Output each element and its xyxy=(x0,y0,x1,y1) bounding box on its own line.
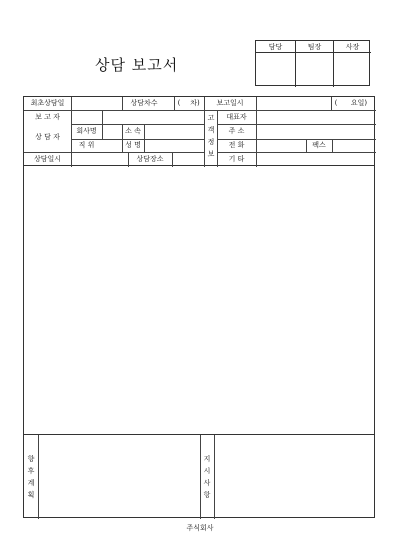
consult-content-area[interactable] xyxy=(23,166,375,434)
consult-count-open-paren: ( xyxy=(177,99,181,107)
approval-header-manager: 담당 xyxy=(256,41,296,53)
instructions-field[interactable] xyxy=(215,435,374,517)
consult-count-unit: 차) xyxy=(190,99,200,107)
report-date-label: 보고일시 xyxy=(216,99,244,107)
row-divider xyxy=(217,152,376,153)
col-divider xyxy=(102,111,103,139)
future-plan-label: 향 후 계 획 xyxy=(27,455,35,499)
col-divider xyxy=(172,152,173,167)
approval-header-team-lead: 팀장 xyxy=(296,41,334,53)
future-plan-field[interactable] xyxy=(39,435,200,517)
approval-sign-team-lead[interactable] xyxy=(296,53,334,87)
row-divider xyxy=(217,124,376,125)
weekday-open-paren: ( xyxy=(334,99,338,107)
first-consult-date-label: 최초상담일 xyxy=(30,99,65,107)
reporter-label: 보 고 자 xyxy=(35,113,60,121)
approval-sign-manager[interactable] xyxy=(256,53,296,87)
consult-place-label: 상담장소 xyxy=(136,155,164,163)
company-footer: 주식회사 xyxy=(186,524,214,532)
representative-label: 대표자 xyxy=(226,113,247,121)
fax-label: 팩스 xyxy=(312,141,326,149)
position-label: 직 위 xyxy=(78,141,95,149)
page-title: 상담 보고서 xyxy=(95,56,179,74)
etc-label: 기 타 xyxy=(228,155,245,163)
col-divider xyxy=(256,97,257,167)
col-divider xyxy=(144,124,145,152)
instructions-label: 지 시 사 항 xyxy=(203,455,211,499)
row-divider xyxy=(24,152,204,153)
consult-datetime-label: 상담일시 xyxy=(33,155,62,163)
counselee-label: 상 담 자 xyxy=(35,133,60,141)
row-divider xyxy=(24,110,376,111)
approval-header-president: 사장 xyxy=(334,41,371,53)
row-divider xyxy=(71,124,204,125)
phone-label: 전 화 xyxy=(228,141,245,149)
department-label: 소 속 xyxy=(125,127,141,135)
consult-count-label: 상담차수 xyxy=(130,99,158,107)
company-name-label: 회사명 xyxy=(76,127,97,135)
bottom-section xyxy=(23,434,375,518)
name-label: 성 명 xyxy=(125,141,141,149)
address-label: 주 소 xyxy=(228,127,245,135)
approval-sign-president[interactable] xyxy=(334,53,371,87)
header-form-table xyxy=(23,96,375,166)
weekday-unit: 요일) xyxy=(350,99,368,107)
approval-box xyxy=(255,40,370,86)
col-divider xyxy=(332,139,333,152)
customer-info-label: 고 객 정 보 xyxy=(207,114,215,158)
